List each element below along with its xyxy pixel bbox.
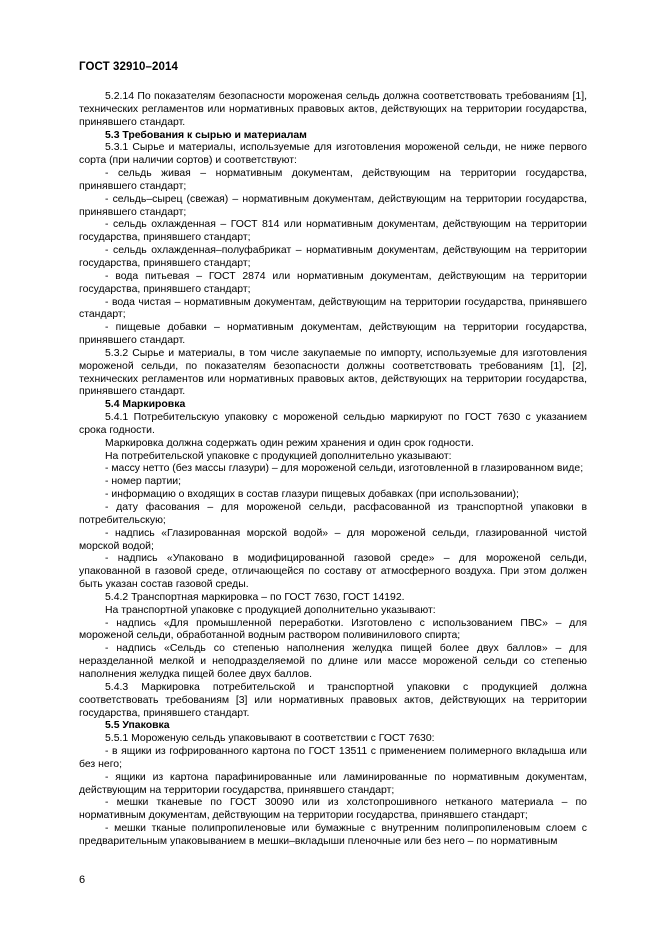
paragraph: - пищевые добавки – нормативным документам, действующим на территории государства, принявшего стандарт. (79, 322, 587, 347)
paragraph: - в ящики из гофрированного картона по ГОСТ 13511 с применением полимерного вкладыша или без него; (79, 746, 587, 770)
document-header: ГОСТ 32910–2014 (79, 61, 179, 73)
paragraph: 5.5.1 Мороженую сельдь упаковывают в соответствии с ГОСТ 7630: (105, 733, 435, 745)
paragraph: На потребительской упаковке с продукцией дополнительно указывают: (105, 450, 452, 462)
section-heading: 5.4 Маркировка (105, 399, 186, 411)
page-number: 6 (79, 874, 86, 886)
paragraph: 5.3.1 Сырье и материалы, используемые для изготовления мороженой сельди, не ниже первого сорта (при наличии сортов) и соответствуют: (79, 142, 587, 167)
paragraph: 5.4.2 Транспортная маркировка – по ГОСТ 7630, ГОСТ 14192. (105, 591, 405, 603)
paragraph: 5.4.1 Потребительскую упаковку с мороженой сельдью маркируют по ГОСТ 7630 с указанием срока годности. (79, 412, 587, 436)
paragraph: - сельдь–сырец (свежая) – нормативным документам, действующим на территории государства, принявшего стандарт; (79, 193, 587, 218)
paragraph: На транспортной упаковке с продукцией дополнительно указывают: (105, 604, 436, 616)
paragraph: - надпись «Глазированная морской водой» – для мороженой сельди, глазированной чистой морской водой; (79, 527, 587, 552)
paragraph: - вода чистая – нормативным документам, действующим на территории государства, принявшего стандарт; (79, 296, 587, 321)
paragraph: 5.3.2 Сырье и материалы, в том числе закупаемые по импорту, используемые для изготовления мороженой сельди, по показателям безопасности должны соответствовать требованиям [1], [2], технических регламентов или нормативных правовых актов, действующих на территории государства, принявшего стандарт. (79, 347, 587, 398)
document-body (79, 91, 587, 849)
paragraph: - сельдь живая – нормативным документам, действующим на территории государства, принявшего стандарт; (79, 168, 587, 192)
paragraph: - сельдь охлажденная – ГОСТ 814 или нормативным документам, действующим на территории государства, принявшего стандарт; (79, 219, 587, 244)
paragraph: - массу нетто (без массы глазури) – для мороженой сельди, изготовленной в глазированном виде; (105, 463, 584, 475)
paragraph: - вода питьевая – ГОСТ 2874 или нормативным документам, действующим на территории государства, принявшего стандарт; (79, 270, 587, 295)
paragraph: - мешки тканевые по ГОСТ 30090 или из холстопрошивного нетканого материала – по нормативным документам, действующим на территории государства, принявшего стандарт; (79, 797, 587, 822)
paragraph: - надпись «Упаковано в модифицированной газовой среде» – для мороженой сельди, упакованной в газовой среде, отличающейся по составу от атмосферного воздуха. При этом должен быть указан состав газовой среды. (79, 553, 587, 591)
paragraph: 5.2.14 По показателям безопасности мороженая сельдь должна соответствовать требованиям [1], технических регламентов или нормативных правовых актов, действующих на территории государства, принявшего стандарт. (79, 91, 587, 128)
paragraph: - надпись «Для промышленной переработки. Изготовлено с использованием ПВС» – для мороженой сельди, обработанной водным раствором поливинилового спирта; (79, 617, 587, 642)
section-heading: 5.3 Требования к сырью и материалам (105, 129, 307, 141)
paragraph: - номер партии; (105, 476, 182, 488)
paragraph: - информацию о входящих в состав глазури пищевых добавках (при использовании); (105, 489, 519, 501)
paragraph: - надпись «Сельдь со степенью наполнения желудка пищей более двух баллов» – для неразделанной мелкой и неподразделяемой по длине или массе мороженой сельди со степенью наполнения желудка пищей более двух баллов. (79, 643, 587, 680)
section-heading: 5.5 Упаковка (105, 720, 170, 732)
paragraph: - дату фасования – для мороженой сельди, расфасованной из транспортной упаковки в потребительскую; (79, 502, 587, 526)
paragraph: Маркировка должна содержать один режим хранения и один срок годности. (105, 437, 474, 449)
paragraph: - сельдь охлажденная–полуфабрикат – нормативным документам, действующим на территории государства, принявшего стандарт; (79, 245, 587, 269)
paragraph: - мешки тканые полипропиленовые или бумажные с внутренним полипропиленовым слоем с предварительным упаковыванием в мешки–вкладыши пленочные или без него – по нормативным (79, 823, 587, 847)
paragraph: 5.4.3 Маркировка потребительской и транспортной упаковки с продукцией должна соответствовать требованиям [3] или нормативных правовых актов, действующих на территории государства, принявшего стандарт. (79, 681, 587, 719)
paragraph: - ящики из картона парафинированные или ламинированные по нормативным документам, действующим на территории государства, принявшего стандарт; (79, 771, 587, 796)
